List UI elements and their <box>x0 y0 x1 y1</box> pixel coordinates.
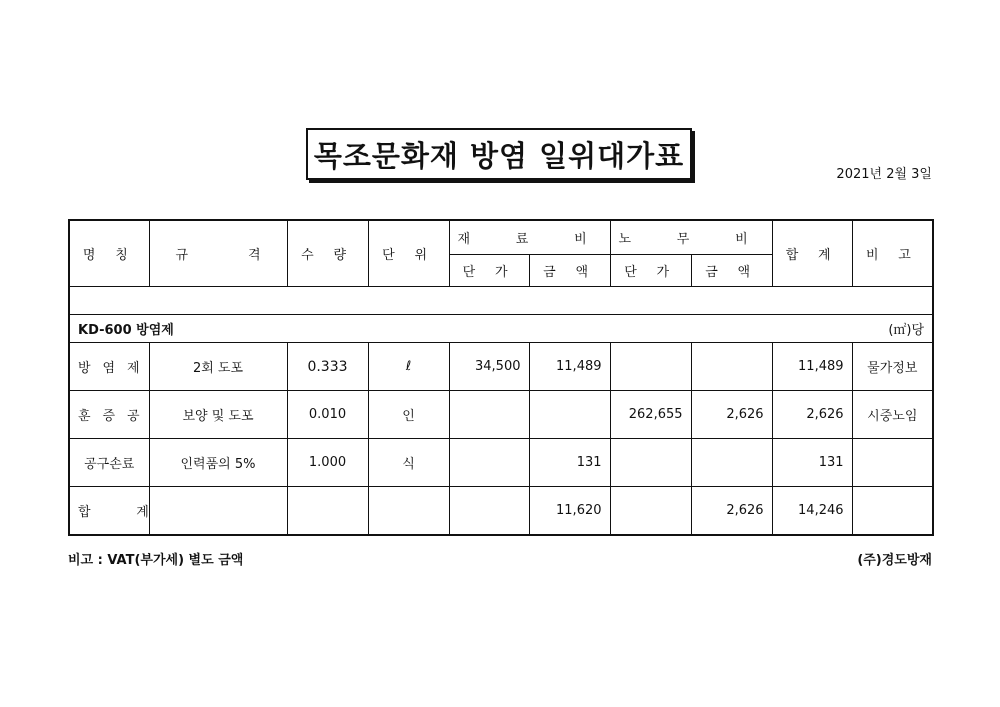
row-unit: 식 <box>368 439 449 487</box>
row-unit: 인 <box>368 391 449 439</box>
document-date: 2021년 2월 3일 <box>836 167 932 182</box>
header-sum: 합 계 <box>772 220 852 287</box>
section-name: KD-600 방염제 <box>69 315 529 343</box>
header-labor: 노 무 비 <box>610 220 772 255</box>
header-material: 재 료 비 <box>449 220 610 255</box>
row-lab-price <box>610 439 691 487</box>
header-mat-amount: 금 액 <box>529 255 610 287</box>
estimate-table <box>68 219 934 536</box>
row-name: 공구손료 <box>69 439 149 487</box>
row-qty: 0.333 <box>287 343 368 391</box>
row-lab-price <box>610 343 691 391</box>
total-sum: 14,246 <box>772 487 852 536</box>
row-unit: ℓ <box>368 343 449 391</box>
row-lab-amount <box>691 439 772 487</box>
table-row <box>69 343 933 391</box>
row-lab-price: 262,655 <box>610 391 691 439</box>
row-name: 방 염 제 <box>69 343 149 391</box>
row-mat-price: 34,500 <box>449 343 529 391</box>
row-total: 131 <box>772 439 852 487</box>
row-mat-price <box>449 391 529 439</box>
header-spec-1: 규 <box>175 248 189 263</box>
row-qty: 0.010 <box>287 391 368 439</box>
document-title: 목조문화재 방염 일위대가표 <box>313 138 685 173</box>
total-row <box>69 487 933 536</box>
row-total: 11,489 <box>772 343 852 391</box>
table-row <box>69 391 933 439</box>
footer-company: (주)경도방재 <box>857 553 932 568</box>
row-remark: 시중노임 <box>852 391 933 439</box>
row-qty: 1.000 <box>287 439 368 487</box>
header-mat-unit-price: 단 가 <box>449 255 529 287</box>
document-title-box <box>306 128 692 180</box>
total-qty <box>287 487 368 536</box>
total-mat-amount: 11,620 <box>529 487 610 536</box>
row-mat-amount: 131 <box>529 439 610 487</box>
header-spec-2: 격 <box>247 248 261 263</box>
header-spec <box>149 220 287 287</box>
table-row <box>69 439 933 487</box>
total-remark <box>852 487 933 536</box>
header-unit: 단 위 <box>368 220 449 287</box>
footer-note: 비고 : VAT(부가세) 별도 금액 <box>68 553 244 568</box>
total-label: 합 계 <box>69 487 149 536</box>
row-mat-amount <box>529 391 610 439</box>
section-unit: (㎡)당 <box>529 315 933 343</box>
header-lab-amount: 금 액 <box>691 255 772 287</box>
row-lab-amount <box>691 343 772 391</box>
row-total: 2,626 <box>772 391 852 439</box>
header-remark: 비 고 <box>852 220 933 287</box>
total-lab-price <box>610 487 691 536</box>
row-remark: 물가정보 <box>852 343 933 391</box>
row-name: 훈 증 공 <box>69 391 149 439</box>
header-lab-unit-price: 단 가 <box>610 255 691 287</box>
total-unit <box>368 487 449 536</box>
row-mat-amount: 11,489 <box>529 343 610 391</box>
header-name: 명 칭 <box>69 220 149 287</box>
row-spec: 2회 도포 <box>149 343 287 391</box>
header-qty: 수 량 <box>287 220 368 287</box>
row-spec: 보양 및 도포 <box>149 391 287 439</box>
row-spec: 인력품의 5% <box>149 439 287 487</box>
blank-row <box>69 287 933 315</box>
row-lab-amount: 2,626 <box>691 391 772 439</box>
total-mat-price <box>449 487 529 536</box>
row-remark <box>852 439 933 487</box>
row-mat-price <box>449 439 529 487</box>
total-lab-amount: 2,626 <box>691 487 772 536</box>
